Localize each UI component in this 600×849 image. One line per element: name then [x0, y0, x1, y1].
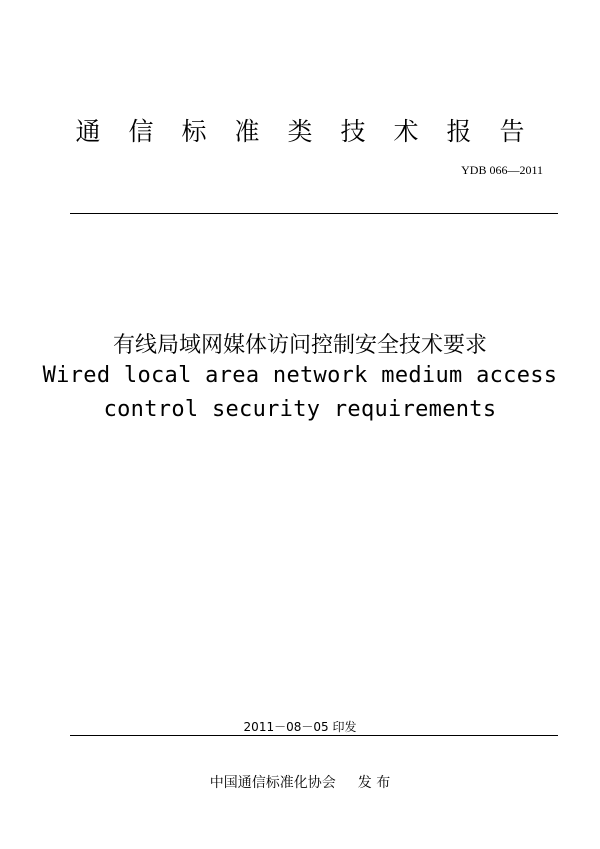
publish-label: 发 布 [357, 775, 391, 791]
publisher-line [0, 772, 600, 792]
standard-number: YDB 066—2011 [461, 163, 543, 177]
document-type-heading: 通信标准类技术报告 [75, 117, 553, 146]
publisher-name: 中国通信标准化协会 [209, 775, 336, 791]
chinese-title: 有线局域网媒体访问控制安全技术要求 [112, 333, 487, 358]
top-divider [70, 213, 558, 214]
english-title-line-2: control security requirements [103, 397, 497, 422]
bottom-divider [70, 735, 558, 736]
print-date: 2011－08－05 印发 [243, 720, 357, 734]
english-title-line-1: Wired local area network medium access [42, 363, 558, 388]
